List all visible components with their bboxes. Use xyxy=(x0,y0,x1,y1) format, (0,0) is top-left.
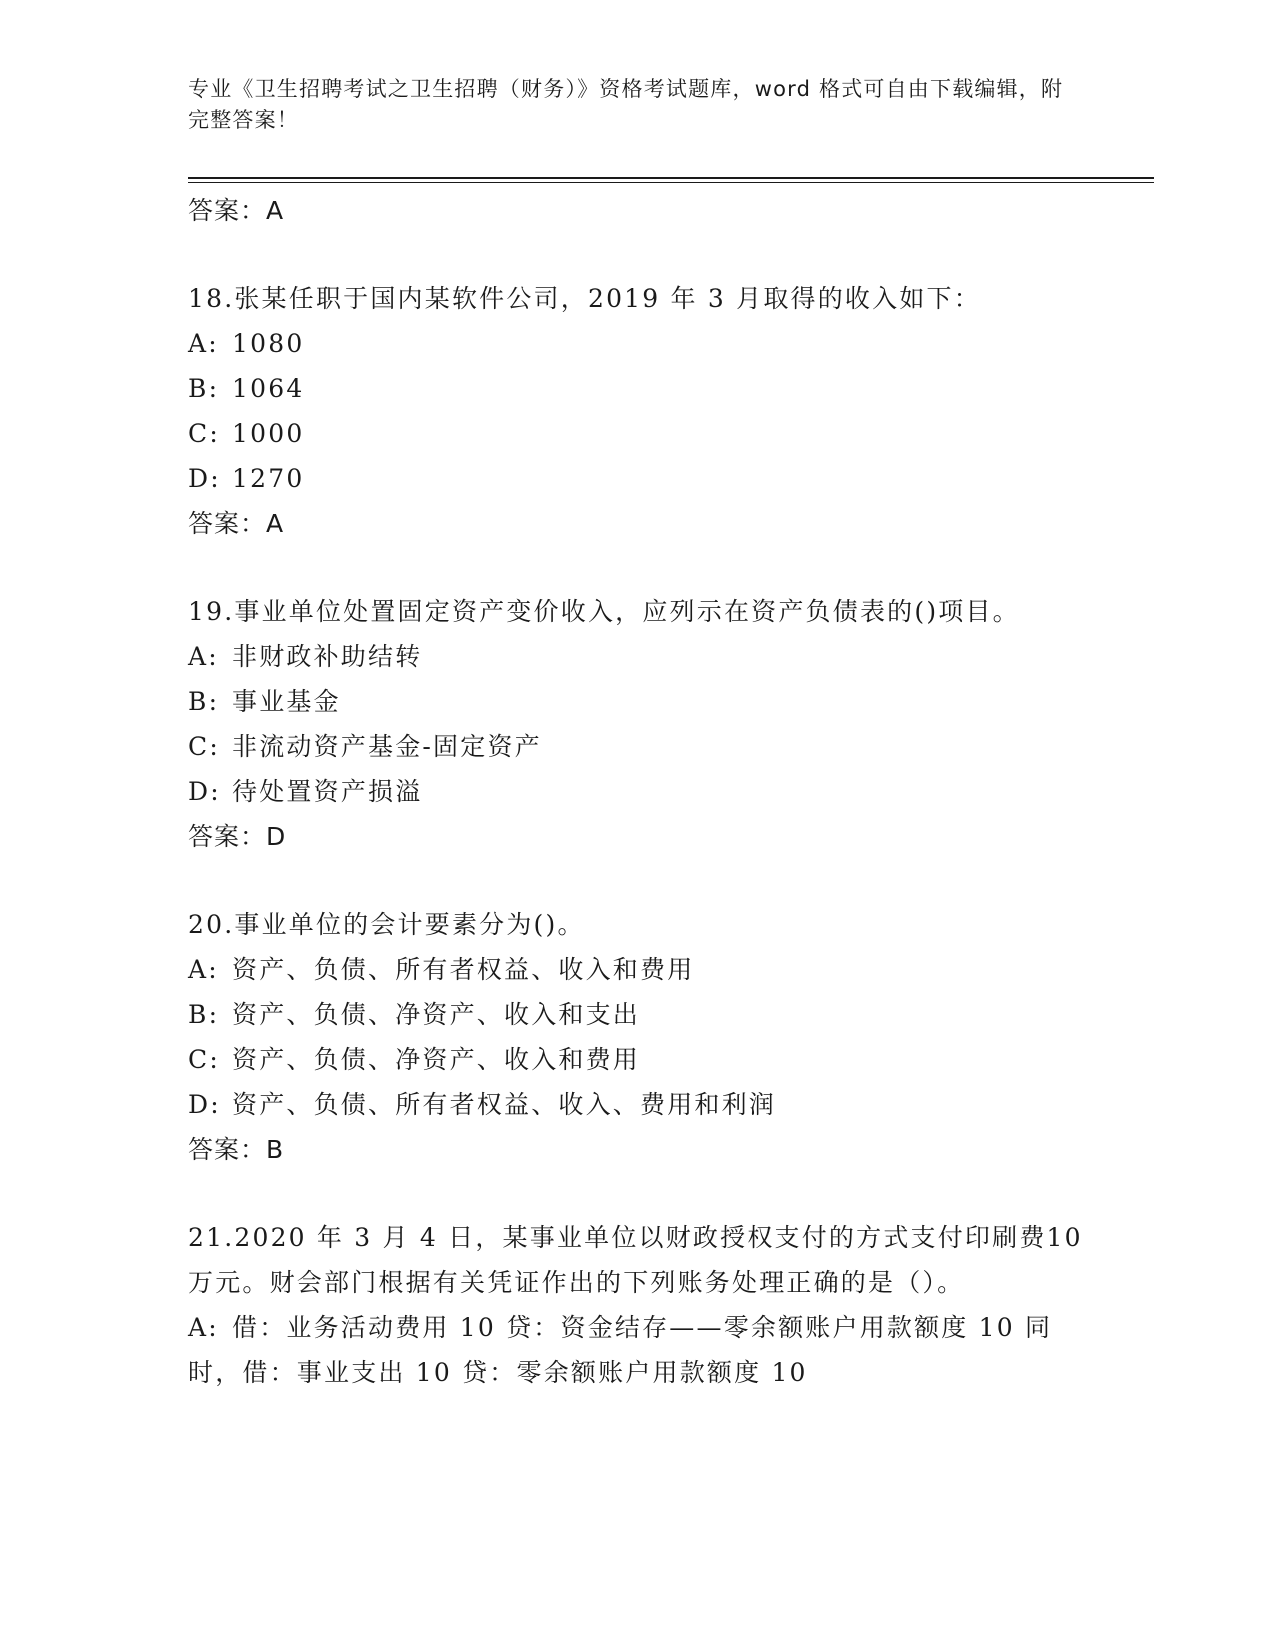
option-key: D: xyxy=(188,777,221,806)
option-key: B: xyxy=(188,687,220,716)
option-key: A: xyxy=(188,642,219,671)
q19-option-d xyxy=(188,769,1088,814)
option-text: 资产、负债、所有者权益、收入、费用和利润 xyxy=(232,1090,777,1119)
question-21-stem: 21.2020 年 3 月 4 日，某事业单位以财政授权支付的方式支付印刷费10 万元。财会部门根据有关凭证作出的下列账务处理正确的是（）。 xyxy=(188,1223,1083,1297)
option-text: 事业基金 xyxy=(232,687,341,716)
header-rule-thin xyxy=(188,182,1154,183)
q19-option-b xyxy=(188,679,1088,724)
q19-option-a xyxy=(188,634,1088,679)
option-key: C: xyxy=(188,732,220,761)
q20-option-b xyxy=(188,992,1088,1037)
option-text: 1080 xyxy=(232,329,305,358)
q18-option-a xyxy=(188,321,1088,366)
option-key: A: xyxy=(188,329,219,358)
option-key: B: xyxy=(188,374,220,403)
q20-option-a xyxy=(188,947,1088,992)
q21-option-a xyxy=(188,1305,1088,1395)
header-rule-thick xyxy=(188,177,1154,179)
answer-label: 答案：A xyxy=(188,196,285,225)
option-text: 资产、负债、净资产、收入和费用 xyxy=(232,1045,641,1074)
option-text: 资产、负债、净资产、收入和支出 xyxy=(232,1000,641,1029)
option-key: C: xyxy=(188,419,220,448)
question-20-stem: 20.事业单位的会计要素分为()。 xyxy=(188,910,585,939)
option-text: 资产、负债、所有者权益、收入和费用 xyxy=(232,955,695,984)
q20-answer: 答案：B xyxy=(188,1135,285,1164)
option-text: 1270 xyxy=(232,464,305,493)
option-text: 借：业务活动费用 10 贷：资金结存——零余额账户用款额度 10 同时，借：事业支出 10 贷：零余额账户用款额度 10 xyxy=(188,1313,1053,1387)
option-key: A: xyxy=(188,1313,219,1342)
q18-option-c xyxy=(188,411,1088,456)
q19-answer: 答案：D xyxy=(188,822,287,851)
option-text: 1000 xyxy=(232,419,305,448)
option-text: 非流动资产基金-固定资产 xyxy=(232,732,542,761)
q20-option-c xyxy=(188,1037,1088,1082)
question-19-stem: 19.事业单位处置固定资产变价收入，应列示在资产负债表的()项目。 xyxy=(188,597,1020,626)
option-key: D: xyxy=(188,464,221,493)
option-text: 非财政补助结转 xyxy=(232,642,423,671)
option-text: 1064 xyxy=(232,374,305,403)
q18-option-d xyxy=(188,456,1088,501)
q19-option-c xyxy=(188,724,1088,769)
question-content xyxy=(188,188,1088,1395)
q18-option-b xyxy=(188,366,1088,411)
q18-answer: 答案：A xyxy=(188,509,285,538)
option-key: A: xyxy=(188,955,219,984)
option-key: C: xyxy=(188,1045,220,1074)
q20-option-d xyxy=(188,1082,1088,1127)
option-key: D: xyxy=(188,1090,221,1119)
question-18-stem: 18.张某任职于国内某软件公司，2019 年 3 月取得的收入如下： xyxy=(188,284,981,313)
page-header: 专业《卫生招聘考试之卫生招聘（财务）》资格考试题库，word 格式可自由下载编辑，附完整答案！ xyxy=(188,77,1064,132)
option-key: B: xyxy=(188,1000,220,1029)
option-text: 待处置资产损溢 xyxy=(232,777,423,806)
